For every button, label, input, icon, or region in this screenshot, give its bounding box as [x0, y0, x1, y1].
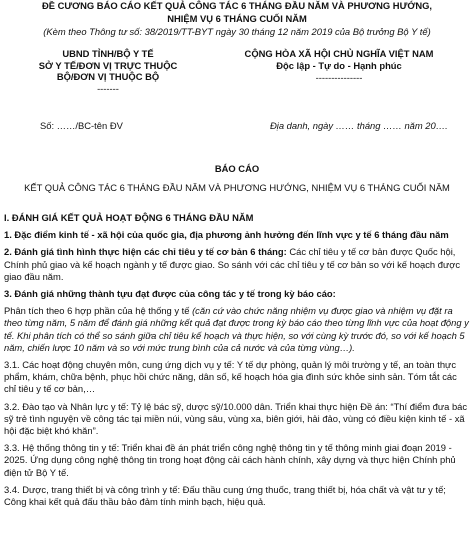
agency-line3: BỘ/ĐƠN VỊ THUỘC BỘ — [56, 71, 160, 82]
report-subtitle: KẾT QUẢ CÔNG TÁC 6 THÁNG ĐẦU NĂM VÀ PHƯƠNG HƯỚNG, NHIỆM VỤ 6 THÁNG CUỐI NĂM — [24, 182, 450, 193]
agency-separator: ------- — [97, 82, 119, 94]
item-3-paragraph — [4, 305, 470, 354]
document-heading-line2: NHIỆM VỤ 6 THÁNG CUỐI NĂM — [167, 12, 307, 24]
item-3-heading: 3. Đánh giá những thành tựu đạt được của công tác y tế trong kỳ báo cáo: — [4, 288, 336, 300]
item-3-italic-note: (căn cứ vào chức năng nhiệm vụ được giao và nhiệm vụ đặt ra theo từng năm, 5 năm để đánh giá những kết quả đạt được trong kỳ báo cáo theo từng lĩnh vực của hoạt động y tế. Khi phân tích có thể so sánh giữa chỉ tiêu kế hoạch và thực hiện, so với cùng kỳ trước đó, so với kế hoạch 5 năm, chiến lược 10 năm và so với mức trung bình của cả nước và của từng vùng…). — [4, 305, 469, 353]
document-number: Số: ……/BC-tên ĐV — [40, 120, 123, 131]
item-1-heading: 1. Đặc điểm kinh tế - xã hội của quốc gia, địa phương ảnh hưởng đến lĩnh vực y tế 6 tháng đầu năm — [4, 229, 449, 241]
paragraph-3-1: 3.1. Các hoạt động chuyên môn, cung ứng dịch vụ y tế: Y tế dự phòng, quản lý môi trường y tế, an toàn thực phẩm, khám, chữa bệnh, phục hồi chức năng, dân số, kế hoạch hóa gia đình sức khỏe sinh sản. Tóm tắt các chỉ tiêu y tế cơ bản,… — [4, 359, 457, 395]
item-2-paragraph — [4, 246, 470, 283]
document-heading — [6, 0, 468, 25]
motto-separator: --------------- — [315, 72, 363, 84]
document-heading-line1: ĐỀ CƯƠNG BÁO CÁO KẾT QUẢ CÔNG TÁC 6 THÁNG ĐẦU NĂM VÀ PHƯƠNG HƯỚNG, — [41, 0, 433, 11]
paragraph-3-2: 3.2. Đào tạo và Nhân lực y tế: Tỷ lệ bác sỹ, dược sỹ/10.000 dân. Triển khai thực hiện Đề án: “Thí điểm đưa bác sỹ trẻ tình nguyện về công tác tại miền núi, vùng sâu, vùng xa, biên giới, hải đảo, vùng có điều kiện kinh tế - xã hội đặc biệt khó khăn”. — [4, 400, 468, 437]
paragraph-3-4: 3.4. Dược, trang thiết bị và công trình y tế: Đấu thầu cung ứng thuốc, trang thiết bị, hóa chất và vật tư y tế; Công khai kết quả đấu thầu bảo đảm tính minh bạch, hiệu quả. — [4, 483, 446, 508]
agency-line2: SỞ Y TẾ/ĐƠN VỊ TRỰC THUỘC — [38, 59, 178, 71]
paragraph-3-3: 3.3. Hệ thống thông tin y tế: Triển khai đề án phát triển công nghệ thông tin y tế thông minh giai đoạn 2019 - 2025. Ứng dụng công nghệ thông tin trong hoạt động cải cách hành chính, xây dựng và thực hiện Chính phủ điện tử Bộ Y tế. — [4, 442, 456, 478]
report-body — [4, 212, 470, 513]
item-2-text: Các chỉ tiêu y tế cơ bản được Quốc hội, Chính phủ giao và kế hoạch ngành y tế được giao. So sánh với các chỉ tiêu y tế cơ bản so với kế hoạch được giao đầu năm. — [4, 246, 461, 282]
report-title: BÁO CÁO — [214, 163, 260, 174]
place-date: Địa danh, ngày …… tháng …… năm 20…. — [270, 120, 448, 131]
section-heading-1: I. ĐÁNH GIÁ KẾT QUẢ HOẠT ĐỘNG 6 THÁNG ĐẦU NĂM — [4, 212, 254, 223]
item-2-heading: 2. Đánh giá tình hình thực hiện các chỉ tiêu y tế cơ bản 6 tháng: — [4, 246, 287, 258]
reference-note: (Kèm theo Thông tư số: 38/2019/TT-BYT ngày 30 tháng 12 năm 2019 của Bộ trưởng Bộ Y tế) — [43, 26, 431, 37]
item-3-text: Phân tích theo 6 hợp phần của hệ thống y tế — [4, 305, 193, 317]
issuing-agency — [8, 48, 208, 94]
nation-name: CỘNG HÒA XÃ HỘI CHỦ NGHĨA VIỆT NAM — [244, 48, 434, 59]
national-header — [210, 48, 468, 85]
agency-line1: UBND TỈNH/BỘ Y TẾ — [62, 48, 154, 59]
national-motto: Độc lập - Tự do - Hạnh phúc — [276, 60, 402, 72]
